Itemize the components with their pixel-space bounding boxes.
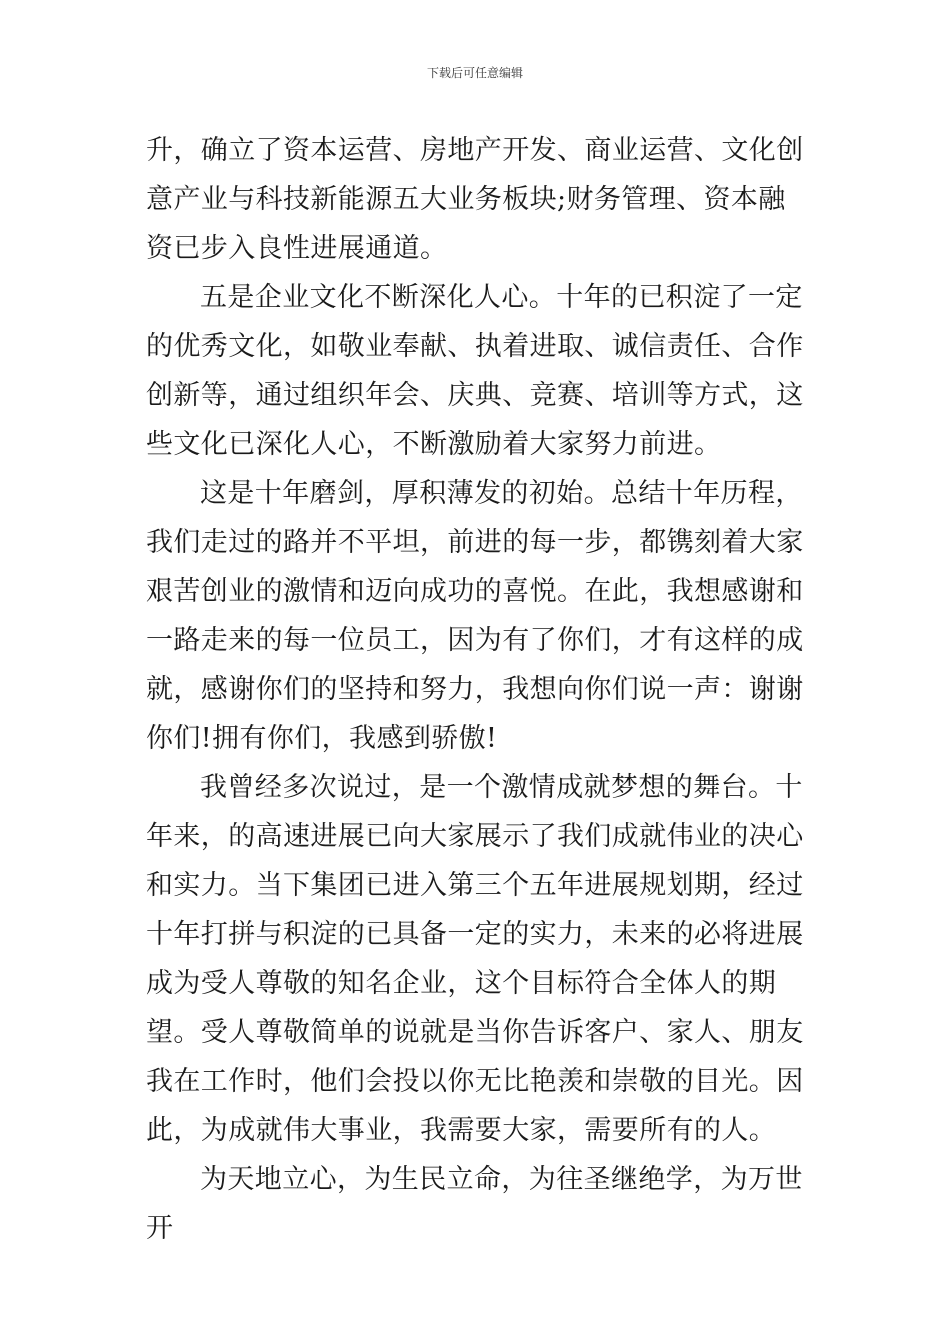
paragraph-corporate-culture: 五是企业文化不断深化人心。十年的已积淀了一定的优秀文化，如敬业奉献、执着进取、诚信责任、合作创新等，通过组织年会、庆典、竞赛、培训等方式，这些文化已深化人心，不断激励着大家努力前进。	[146, 282, 804, 460]
paragraph-closing-quote: 为天地立心，为生民立命，为往圣继绝学，为万世开	[146, 1164, 803, 1244]
paragraph-dream-stage: 我曾经多次说过，是一个激情成就梦想的舞台。十年来，的高速进展已向大家展示了我们成就伟业的决心和实力。当下集团已进入第三个五年进展规划期，经过十年打拼与积淀的已具备一定的实力，未来的必将进展成为受人尊敬的知名企业，这个目标符合全体人的期望。受人尊敬简单的说就是当你告诉客户、家人、朋友我在工作时，他们会投以你无比艳羡和崇敬的目光。因此，为成就伟大事业，我需要大家，需要所有的人。	[146, 772, 804, 1146]
page-header: 下载后可任意编辑	[426, 66, 523, 80]
paragraph-ten-years: 这是十年磨剑，厚积薄发的初始。总结十年历程，我们走过的路并不平坦，前进的每一步，都镌刻着大家艰苦创业的激情和迈向成功的喜悦。在此，我想感谢和一路走来的每一位员工，因为有了你们，才有这样的成就，感谢你们的坚持和努力，我想向你们说一声：谢谢你们!拥有你们，我感到骄傲!	[146, 478, 804, 754]
paragraph-continuation: 升，确立了资本运营、房地产开发、商业运营、文化创意产业与科技新能源五大业务板块;财务管理、资本融资已步入良性进展通道。	[146, 135, 804, 264]
document-body	[146, 126, 806, 1253]
